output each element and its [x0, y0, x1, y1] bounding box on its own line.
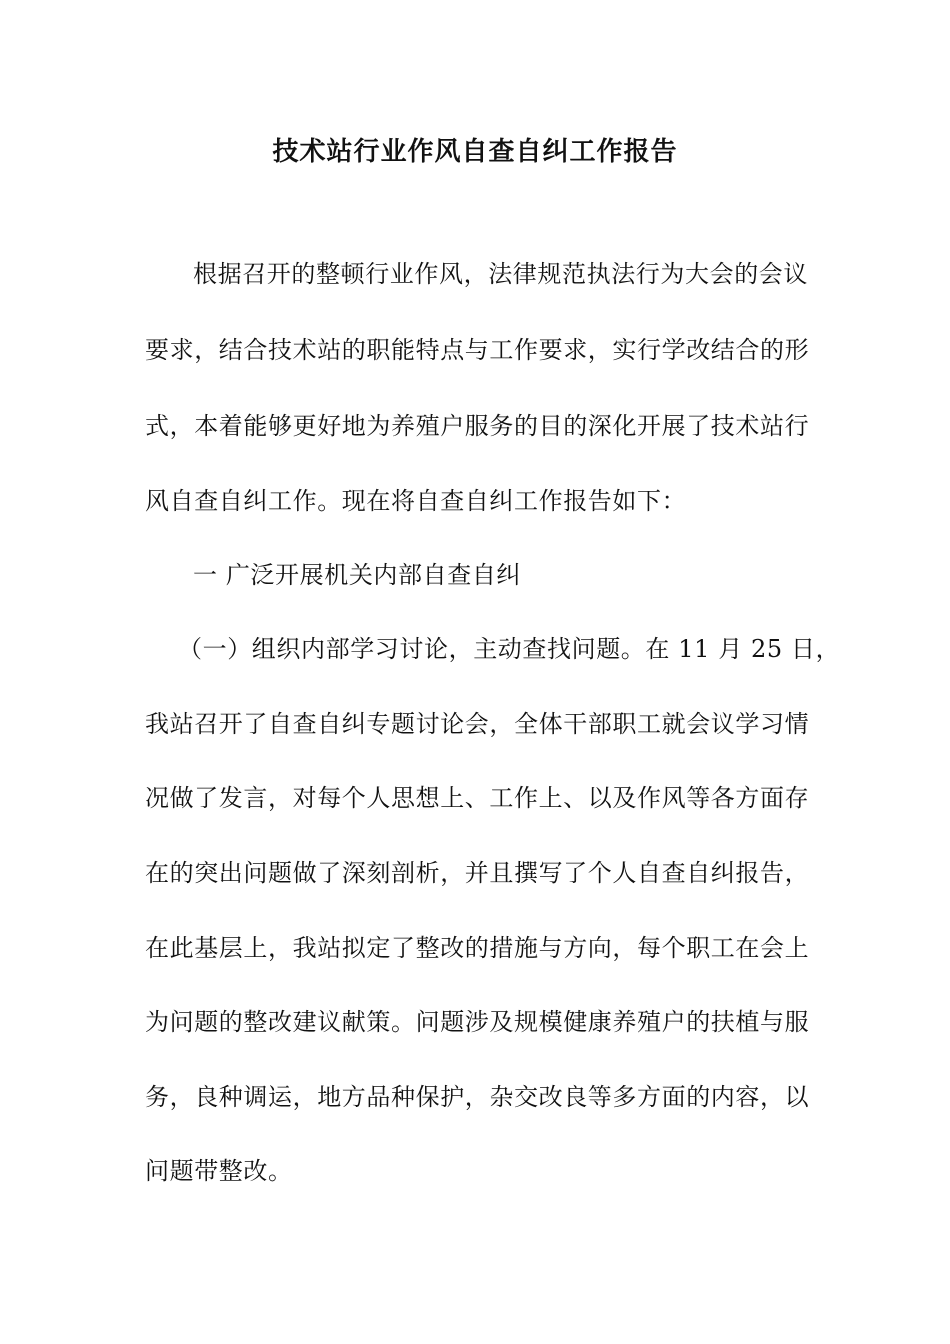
paragraph-line: 问题带整改。 [145, 1157, 293, 1185]
paragraph-line: 根据召开的整顿行业作风，法律规范执法行为大会的会议 [193, 260, 808, 288]
paragraph-line: 式，本着能够更好地为养殖户服务的目的深化开展了技术站行 [145, 412, 810, 440]
paragraph-line: 在的突出问题做了深刻剖析，并且撰写了个人自查自纠报告， [145, 859, 810, 887]
paragraph-line: 为问题的整改建议献策。问题涉及规模健康养殖户的扶植与服 [145, 1008, 810, 1036]
paragraph-line: 务，良种调运，地方品种保护，杂交改良等多方面的内容，以 [145, 1083, 810, 1111]
paragraph-line: 在此基层上，我站拟定了整改的措施与方向，每个职工在会上 [145, 934, 810, 962]
paragraph-line: 我站召开了自查自纠专题讨论会，全体干部职工就会议学习情 [145, 710, 810, 738]
paragraph-line: （一）组织内部学习讨论，主动查找问题。在 11 月 25 日， [178, 635, 841, 663]
paragraph-line: 风自查自纠工作。现在将自查自纠工作报告如下： [145, 487, 687, 515]
document-title: 技术站行业作风自查自纠工作报告 [272, 137, 678, 167]
paragraph-line: 况做了发言，对每个人思想上、工作上、以及作风等各方面存 [145, 784, 810, 812]
paragraph-line: 要求，结合技术站的职能特点与工作要求，实行学改结合的形 [145, 336, 810, 364]
section-heading: 一 广泛开展机关内部自查自纠 [193, 561, 522, 589]
